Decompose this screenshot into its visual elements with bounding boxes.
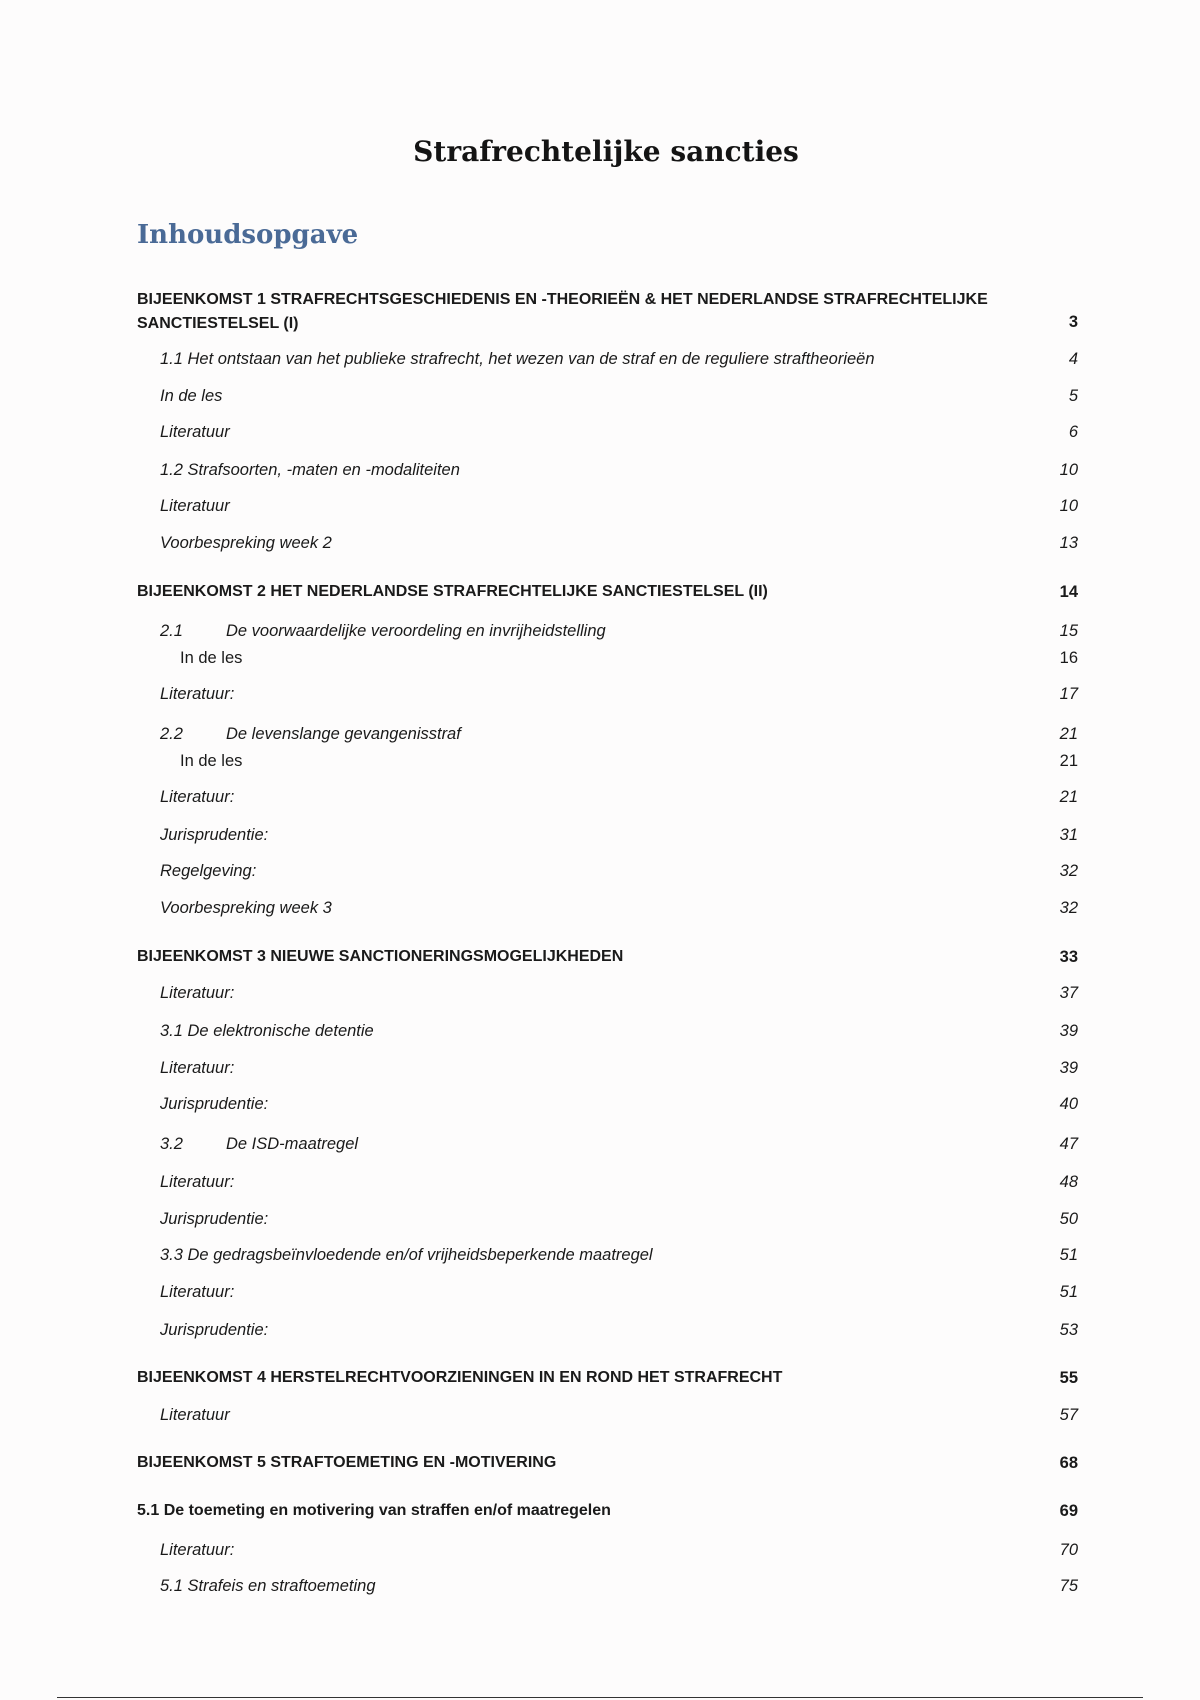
toc-entry-label: 3.3 De gedragsbeïnvloedende en/of vrijheidsbeperkende maatregel bbox=[160, 1246, 653, 1264]
toc-entry-page: 4 bbox=[1068, 350, 1078, 368]
toc-entry-label: 1.1 Het ontstaan van het publieke strafrecht, het wezen van de straf en de reguliere straftheorieën bbox=[160, 350, 875, 368]
toc-entry-number: 3.2 bbox=[160, 1135, 183, 1153]
toc-entry-page: 3 bbox=[1068, 313, 1078, 331]
toc-entry-label: 5.1 Strafeis en straftoemeting bbox=[160, 1577, 376, 1595]
toc-entry-title: De levenslange gevangenisstraf bbox=[226, 725, 461, 743]
toc-entry-label: Literatuur: bbox=[160, 788, 235, 806]
toc-entry-label: Literatuur: bbox=[160, 1173, 235, 1191]
toc-entry-page: 5 bbox=[1068, 387, 1078, 405]
toc-entry-page: 39 bbox=[1059, 1022, 1078, 1040]
toc-entry-page: 39 bbox=[1059, 1059, 1078, 1077]
toc-entry-label: 1.2 Strafsoorten, -maten en -modaliteiten bbox=[160, 461, 460, 479]
toc-entry-page: 15 bbox=[1059, 622, 1078, 640]
toc-entry-label: BIJEENKOMST 2 HET NEDERLANDSE STRAFRECHTELIJKE SANCTIESTELSEL (II) bbox=[137, 583, 768, 600]
toc-entry-label: In de les bbox=[180, 752, 243, 770]
toc-entry-number: 2.1 bbox=[160, 622, 183, 640]
toc-entry-page: 57 bbox=[1059, 1406, 1078, 1424]
toc-entry-page: 37 bbox=[1059, 984, 1078, 1002]
toc-entry-page: 51 bbox=[1059, 1283, 1078, 1301]
toc-entry-label: Voorbespreking week 2 bbox=[160, 534, 332, 552]
toc-entry-label: Jurisprudentie: bbox=[160, 1095, 269, 1113]
toc-entry-label bbox=[160, 621, 606, 641]
toc-entry-label: Literatuur: bbox=[160, 1283, 235, 1301]
toc-entry-label: Literatuur: bbox=[160, 1059, 235, 1077]
toc-entry-label: In de les bbox=[160, 387, 223, 405]
toc-entry-label: Literatuur: bbox=[160, 1541, 235, 1559]
toc-entry-label: Jurisprudentie: bbox=[160, 826, 269, 844]
toc-entry-page: 21 bbox=[1059, 752, 1078, 770]
toc-entry-title: De ISD-maatregel bbox=[226, 1135, 359, 1153]
toc-entry-label: Regelgeving: bbox=[160, 862, 257, 880]
toc-entry-page: 17 bbox=[1059, 685, 1078, 703]
toc-entry-page: 40 bbox=[1059, 1095, 1078, 1113]
toc-entry-label: 5.1 De toemeting en motivering van straffen en/of maatregelen bbox=[137, 1502, 611, 1519]
toc-entry-page: 50 bbox=[1059, 1210, 1078, 1228]
document-title: Strafrechtelijke sancties bbox=[413, 135, 799, 168]
toc-entry-page: 10 bbox=[1059, 461, 1078, 479]
toc-entry-page: 13 bbox=[1059, 534, 1078, 552]
toc-entry-label: Literatuur bbox=[160, 423, 230, 441]
toc-entry-label: Jurisprudentie: bbox=[160, 1321, 269, 1339]
toc-entry-label bbox=[160, 1134, 358, 1154]
toc-entry-label: In de les bbox=[180, 649, 243, 667]
toc-entry-page: 14 bbox=[1059, 583, 1078, 601]
toc-heading: Inhoudsopgave bbox=[137, 220, 359, 250]
toc-entry-label: Literatuur bbox=[160, 497, 230, 515]
toc-entry-page: 31 bbox=[1059, 826, 1078, 844]
toc-entry-label: Literatuur bbox=[160, 1406, 230, 1424]
toc-entry-number: 2.2 bbox=[160, 725, 183, 743]
toc-entry-page: 55 bbox=[1059, 1369, 1078, 1387]
toc-entry-page: 6 bbox=[1068, 423, 1078, 441]
toc-entry-title: De voorwaardelijke veroordeling en invrijheidstelling bbox=[226, 622, 606, 640]
toc-entry-label: Voorbespreking week 3 bbox=[160, 899, 332, 917]
toc-entry-label bbox=[160, 724, 461, 744]
toc-entry-page: 53 bbox=[1059, 1321, 1078, 1339]
toc-entry-page: 21 bbox=[1059, 788, 1078, 806]
toc-entry-label: BIJEENKOMST 5 STRAFTOEMETING EN -MOTIVERING bbox=[137, 1454, 557, 1471]
toc-entry-page: 47 bbox=[1059, 1135, 1078, 1153]
toc-entry-label: BIJEENKOMST 3 NIEUWE SANCTIONERINGSMOGELIJKHEDEN bbox=[137, 948, 624, 965]
toc-entry-label: Jurisprudentie: bbox=[160, 1210, 269, 1228]
toc-entry-page: 70 bbox=[1059, 1541, 1078, 1559]
toc-entry-label: 3.1 De elektronische detentie bbox=[160, 1022, 374, 1040]
toc-entry-page: 16 bbox=[1059, 649, 1078, 667]
footer-divider bbox=[57, 1697, 1143, 1698]
toc-entry-page: 10 bbox=[1059, 497, 1078, 515]
toc-entry-label: BIJEENKOMST 1 STRAFRECHTSGESCHIEDENIS EN -THEORIEËN & HET NEDERLANDSE STRAFRECHTELIJKE SANCTIESTELSEL (I) bbox=[137, 291, 988, 332]
toc-entry-page: 48 bbox=[1059, 1173, 1078, 1191]
toc-entry-page: 21 bbox=[1059, 725, 1078, 743]
toc-entry-page: 32 bbox=[1059, 862, 1078, 880]
toc-entry-label: Literatuur: bbox=[160, 984, 235, 1002]
toc-entry-page: 75 bbox=[1059, 1577, 1078, 1595]
toc-entry-label: BIJEENKOMST 4 HERSTELRECHTVOORZIENINGEN IN EN ROND HET STRAFRECHT bbox=[137, 1369, 783, 1386]
toc-entry-page: 68 bbox=[1059, 1454, 1078, 1472]
toc-entry-page: 69 bbox=[1059, 1502, 1078, 1520]
toc-entry-label: Literatuur: bbox=[160, 685, 235, 703]
toc-entry-page: 51 bbox=[1059, 1246, 1078, 1264]
toc-entry-page: 32 bbox=[1059, 899, 1078, 917]
toc-entry-page: 33 bbox=[1059, 948, 1078, 966]
